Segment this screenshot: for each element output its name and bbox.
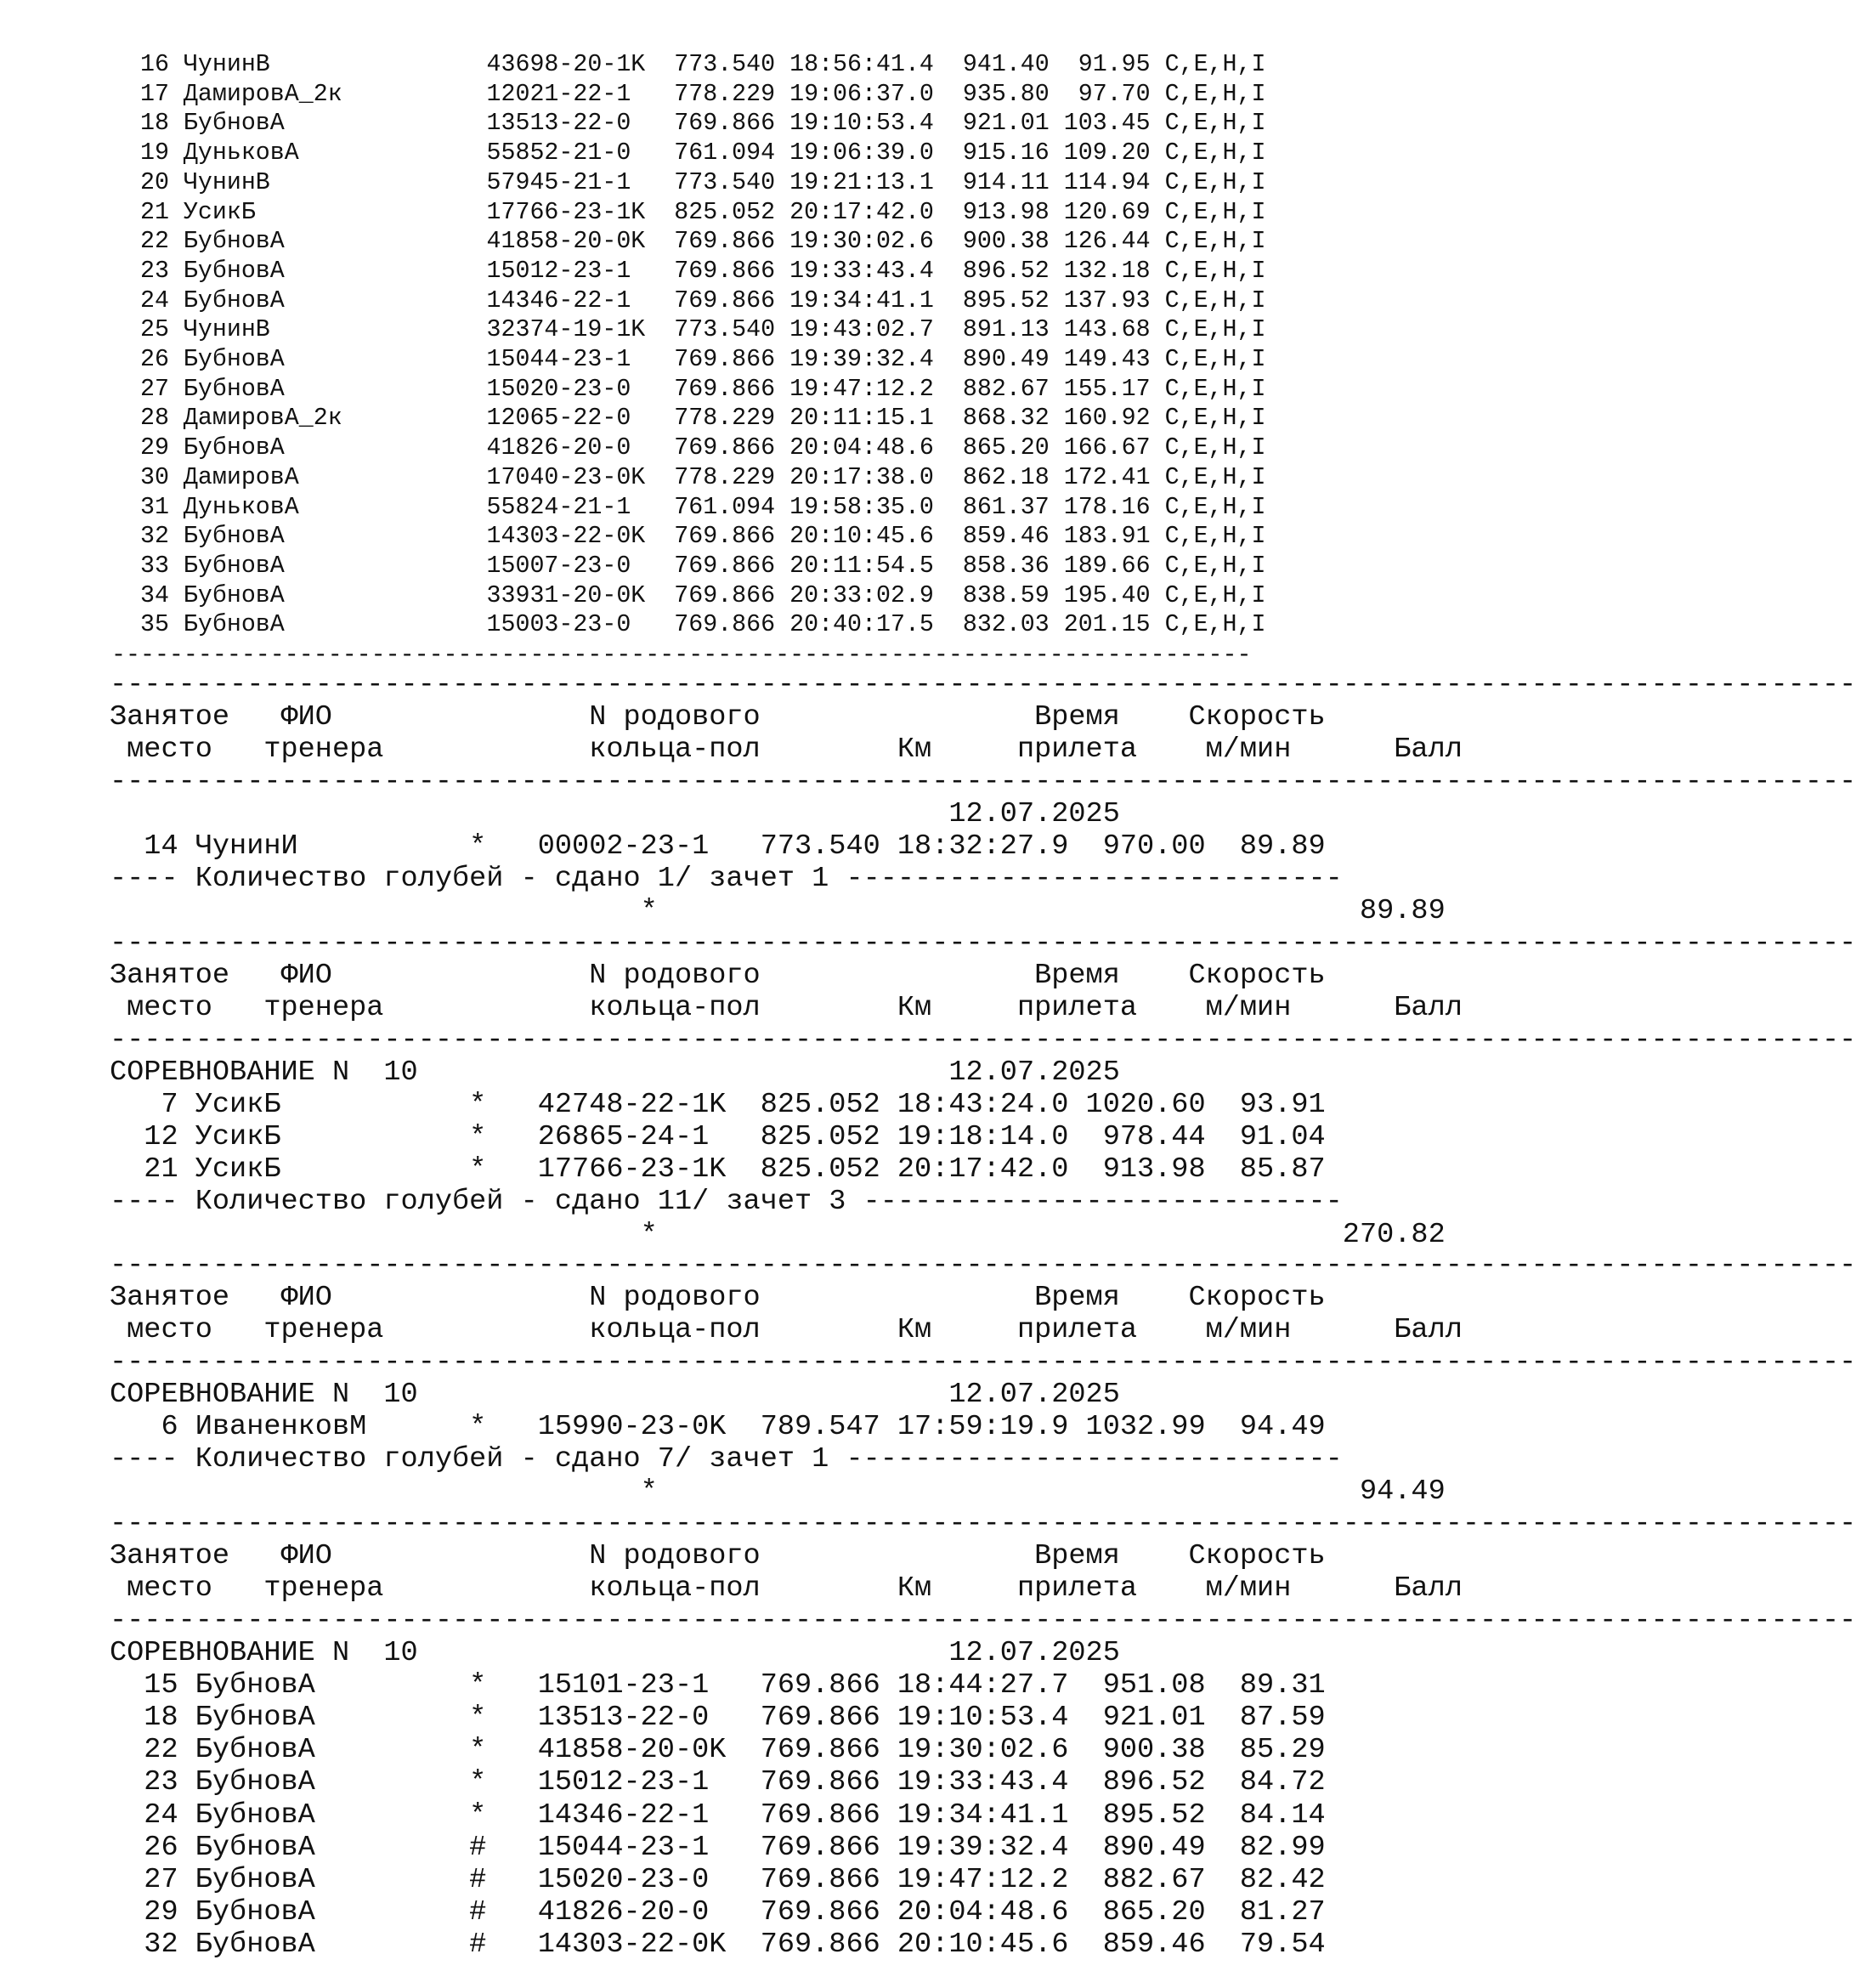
separator-line: ------------------------------------------------------------------------------- — [111, 642, 1252, 669]
summary-line: ---- Количество голубей - сдано 7/ зачет 1 ----------------------------- — [110, 1443, 1343, 1476]
result-row: 22 БубновА 41858-20-0K 769.866 19:30:02.6 900.38 126.44 C,E,H,I — [111, 228, 1266, 256]
separator-line: ------------------------------------------------------------------------------------------------------ — [110, 766, 1856, 798]
table-row: 12 УсикБ * 26865-24-1 825.052 19:18:14.0 978.44 91.04 — [110, 1121, 1326, 1154]
result-row: 28 ДамировА_2к 12065-22-0 778.229 20:11:15.1 868.32 160.92 C,E,H,I — [111, 405, 1266, 433]
result-row: 32 БубновА 14303-22-0K 769.866 20:10:45.6 859.46 183.91 C,E,H,I — [111, 523, 1266, 551]
column-header-row: место тренера кольца-пол Км прилета м/мин Балл — [110, 733, 1463, 766]
result-row: 19 ДуньковА 55852-21-0 761.094 19:06:39.0 915.16 109.20 C,E,H,I — [111, 139, 1266, 167]
column-header-row: место тренера кольца-пол Км прилета м/мин Балл — [110, 1572, 1463, 1605]
block-heading: СОРЕВНОВАНИЕ N 10 12.07.2025 — [110, 1379, 1120, 1411]
result-row: 17 ДамировА_2к 12021-22-1 778.229 19:06:37.0 935.80 97.70 C,E,H,I — [111, 80, 1266, 108]
table-row: 26 БубновА # 15044-23-1 769.866 19:39:32.4 890.49 82.99 — [110, 1831, 1326, 1864]
separator-line: ------------------------------------------------------------------------------------------------------ — [110, 669, 1856, 701]
column-header-row: Занятое ФИО N родового Время Скорость — [110, 701, 1326, 733]
separator-line: ------------------------------------------------------------------------------------------------------ — [110, 1346, 1856, 1379]
separator-line: ------------------------------------------------------------------------------------------------------ — [110, 1249, 1856, 1282]
result-row: 30 ДамировА 17040-23-0K 778.229 20:17:38.0 862.18 172.41 C,E,H,I — [111, 463, 1266, 491]
table-row: 29 БубновА # 41826-20-0 769.866 20:04:48.6 865.20 81.27 — [110, 1895, 1326, 1929]
block-heading: 12.07.2025 — [110, 798, 1120, 830]
result-row: 35 БубновА 15003-23-0 769.866 20:40:17.5 832.03 201.15 C,E,H,I — [111, 611, 1266, 639]
block-heading: СОРЕВНОВАНИЕ N 10 12.07.2025 — [110, 1637, 1120, 1669]
result-row: 34 БубновА 33931-20-0K 769.866 20:33:02.9 838.59 195.40 C,E,H,I — [111, 581, 1266, 609]
result-row: 27 БубновА 15020-23-0 769.866 19:47:12.2 882.67 155.17 C,E,H,I — [111, 375, 1266, 403]
total-line: * 270.82 — [110, 1218, 1446, 1251]
total-line: * 89.89 — [110, 895, 1446, 928]
table-row: 18 БубновА * 13513-22-0 769.866 19:10:53.4 921.01 87.59 — [110, 1702, 1326, 1735]
result-row: 25 ЧунинВ 32374-19-1K 773.540 19:43:02.7 891.13 143.68 C,E,H,I — [111, 316, 1266, 344]
column-header-row: Занятое ФИО N родового Время Скорость — [110, 1540, 1326, 1572]
result-row: 33 БубновА 15007-23-0 769.866 20:11:54.5 858.36 189.66 C,E,H,I — [111, 552, 1266, 580]
result-row: 16 ЧунинВ 43698-20-1K 773.540 18:56:41.4 941.40 91.95 C,E,H,I — [111, 51, 1266, 78]
table-row: 27 БубновА # 15020-23-0 769.866 19:47:12.2 882.67 82.42 — [110, 1863, 1326, 1896]
column-header-row: место тренера кольца-пол Км прилета м/мин Балл — [110, 1314, 1463, 1346]
summary-line: ---- Количество голубей - сдано 11/ зачет 3 ---------------------------- — [110, 1186, 1343, 1219]
result-row: 29 БубновА 41826-20-0 769.866 20:04:48.6 865.20 166.67 C,E,H,I — [111, 434, 1266, 462]
table-row: 6 ИваненковМ * 15990-23-0K 789.547 17:59:19.9 1032.99 94.49 — [110, 1411, 1326, 1444]
table-row: 24 БубновА * 14346-22-1 769.866 19:34:41.1 895.52 84.14 — [110, 1798, 1326, 1832]
total-line: * 94.49 — [110, 1475, 1446, 1509]
result-row: 24 БубновА 14346-22-1 769.866 19:34:41.1 895.52 137.93 C,E,H,I — [111, 286, 1266, 314]
summary-line: ---- Количество голубей - сдано 1/ зачет 1 ----------------------------- — [110, 863, 1343, 896]
result-row: 23 БубновА 15012-23-1 769.866 19:33:43.4 896.52 132.18 C,E,H,I — [111, 257, 1266, 285]
table-row: 7 УсикБ * 42748-22-1K 825.052 18:43:24.0 1020.60 93.91 — [110, 1089, 1326, 1122]
result-row: 20 ЧунинВ 57945-21-1 773.540 19:21:13.1 914.11 114.94 C,E,H,I — [111, 168, 1266, 196]
table-row: 23 БубновА * 15012-23-1 769.866 19:33:43.4 896.52 84.72 — [110, 1766, 1326, 1799]
table-row: 32 БубновА # 14303-22-0K 769.866 20:10:45.6 859.46 79.54 — [110, 1928, 1326, 1961]
separator-line: ------------------------------------------------------------------------------------------------------ — [110, 1508, 1856, 1540]
column-header-row: место тренера кольца-пол Км прилета м/мин Балл — [110, 992, 1463, 1024]
separator-line: ------------------------------------------------------------------------------------------------------ — [110, 1605, 1856, 1637]
result-row: 18 БубновА 13513-22-0 769.866 19:10:53.4 921.01 103.45 C,E,H,I — [111, 110, 1266, 138]
block-heading: СОРЕВНОВАНИЕ N 10 12.07.2025 — [110, 1056, 1120, 1089]
table-row: 22 БубновА * 41858-20-0K 769.866 19:30:02.6 900.38 85.29 — [110, 1734, 1326, 1767]
table-row: 21 УсикБ * 17766-23-1K 825.052 20:17:42.0 913.98 85.87 — [110, 1153, 1326, 1187]
separator-line: ------------------------------------------------------------------------------------------------------ — [110, 927, 1856, 960]
separator-line: ------------------------------------------------------------------------------------------------------ — [110, 1024, 1856, 1056]
result-row: 21 УсикБ 17766-23-1K 825.052 20:17:42.0 913.98 120.69 C,E,H,I — [111, 198, 1266, 226]
table-row: 15 БубновА * 15101-23-1 769.866 18:44:27.7 951.08 89.31 — [110, 1669, 1326, 1702]
column-header-row: Занятое ФИО N родового Время Скорость — [110, 1282, 1326, 1314]
column-header-row: Занятое ФИО N родового Время Скорость — [110, 960, 1326, 992]
result-row: 26 БубновА 15044-23-1 769.866 19:39:32.4 890.49 149.43 C,E,H,I — [111, 346, 1266, 373]
table-row: 14 ЧунинИ * 00002-23-1 773.540 18:32:27.9 970.00 89.89 — [110, 830, 1326, 864]
result-row: 31 ДуньковА 55824-21-1 761.094 19:58:35.0 861.37 178.16 C,E,H,I — [111, 493, 1266, 521]
